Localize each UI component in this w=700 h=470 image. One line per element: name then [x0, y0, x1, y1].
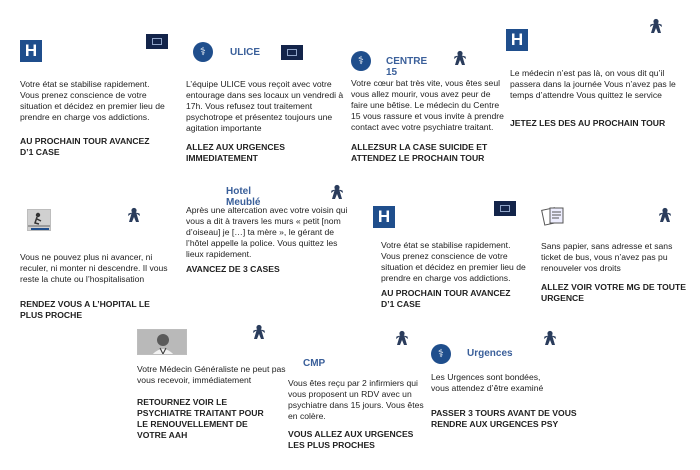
card-title: CMP — [303, 358, 326, 369]
hospital-icon: H — [506, 29, 528, 51]
figure-icon — [394, 330, 410, 346]
card-text: Vous ne pouvez plus ni avancer, ni reculer, ni monter ni descendre. Il vous reste la chute ou l’hospitalisation — [20, 252, 168, 284]
ambulance-icon: ⚕ — [193, 42, 213, 62]
card-text: Votre état se stabilise rapidement. Vous prenez conscience de votre situation et décidez en premier lieu de prendre en charge vos addictions. — [381, 240, 526, 283]
card-text: Sans papier, sans adresse et sans ticket de bus, vous n’avez pas pu renouveler vos droits — [541, 241, 673, 273]
figure-icon — [251, 324, 267, 340]
card-text: Après une altercation avec votre voisin qui vous a dit à travers les murs « petit [nom d’oiseau] je […] ta mère », le gérant de l’hôtel appelle la police. Vous quittez les lieux rapidement. — [186, 205, 348, 259]
card-text: Votre cœur bat très vite, vous êtes seul vous allez mourir, vous avez peur de faire une bêtise. Le médecin du Centre 15 vous rassure et vous invite à prendre contact avec votre psychiatre traitant. — [351, 78, 504, 132]
documents-icon — [541, 206, 567, 226]
card-title: Urgences — [467, 348, 513, 359]
doctor-photo — [137, 329, 187, 355]
figure-icon — [542, 330, 558, 346]
card-action: RETOURNEZ VOIR LE PSYCHIATRE TRAITANT POUR LE RENOUVELLEMENT DE VOTRE AAH — [137, 397, 264, 440]
card-action: AVANCEZ DE 3 CASES — [186, 264, 280, 274]
card-title: Hotel Meublé — [226, 186, 261, 208]
falling-person-icon — [27, 209, 51, 231]
ambulance-icon: ⚕ — [351, 51, 371, 71]
card-action: ALLEZ VOIR VOTRE MG DE TOUTE URGENCE — [541, 282, 686, 303]
hospital-icon: H — [20, 40, 42, 62]
card-text: L’équipe ULICE vous reçoit avec votre entourage dans ses locaux un vendredi à 17h. Vous refusez tout traitement psychotrope et présentez toujours une agitation importante — [186, 79, 344, 133]
night-thumbnail-icon — [494, 201, 516, 216]
card-title: CENTRE 15 — [386, 56, 428, 78]
figure-icon — [648, 18, 664, 34]
card-action: JETEZ LES DES AU PROCHAIN TOUR — [510, 118, 666, 128]
card-text: Votre état se stabilise rapidement. Vous prenez conscience de votre situation et décidez en premier lieu de prendre en charge vos addictions. — [20, 79, 165, 122]
card-action: RENDEZ VOUS A L’HOPITAL LE PLUS PROCHE — [20, 299, 150, 320]
card-title: ULICE — [230, 47, 260, 58]
card-action: ALLEZSUR LA CASE SUICIDE ET ATTENDEZ LE PROCHAIN TOUR — [351, 142, 488, 163]
card-text: Votre Médecin Généraliste ne peut pas vous recevoir, immédiatement — [137, 364, 286, 385]
figure-icon — [452, 50, 468, 66]
card-text: Vous êtes reçu par 2 infirmiers qui vous proposent un RDV avec un psychiatre dans 15 jours. Vous êtes en colère. — [288, 378, 424, 421]
card-action: AU PROCHAIN TOUR AVANCEZ D’1 CASE — [381, 288, 511, 309]
night-thumbnail-icon — [281, 45, 303, 60]
night-thumbnail-icon — [146, 34, 168, 49]
card-action: ALLEZ AUX URGENCES IMMEDIATEMENT — [186, 142, 285, 163]
card-action: VOUS ALLEZ AUX URGENCES LES PLUS PROCHES — [288, 429, 414, 450]
card-action: PASSER 3 TOURS AVANT DE VOUS RENDRE AUX URGENCES PSY — [431, 408, 577, 429]
card-text: Le médecin n’est pas là, on vous dit qu’il passera dans la journée Vous n’avez pas le temps d’attendre Vous quittez le service — [510, 68, 676, 100]
card-action: AU PROCHAIN TOUR AVANCEZ D’1 CASE — [20, 136, 150, 157]
figure-icon — [657, 207, 673, 223]
ambulance-icon: ⚕ — [431, 344, 451, 364]
hospital-icon: H — [373, 206, 395, 228]
figure-icon — [329, 184, 345, 200]
card-text: Les Urgences sont bondées, vous attendez d’être examiné — [431, 372, 544, 393]
figure-icon — [126, 207, 142, 223]
